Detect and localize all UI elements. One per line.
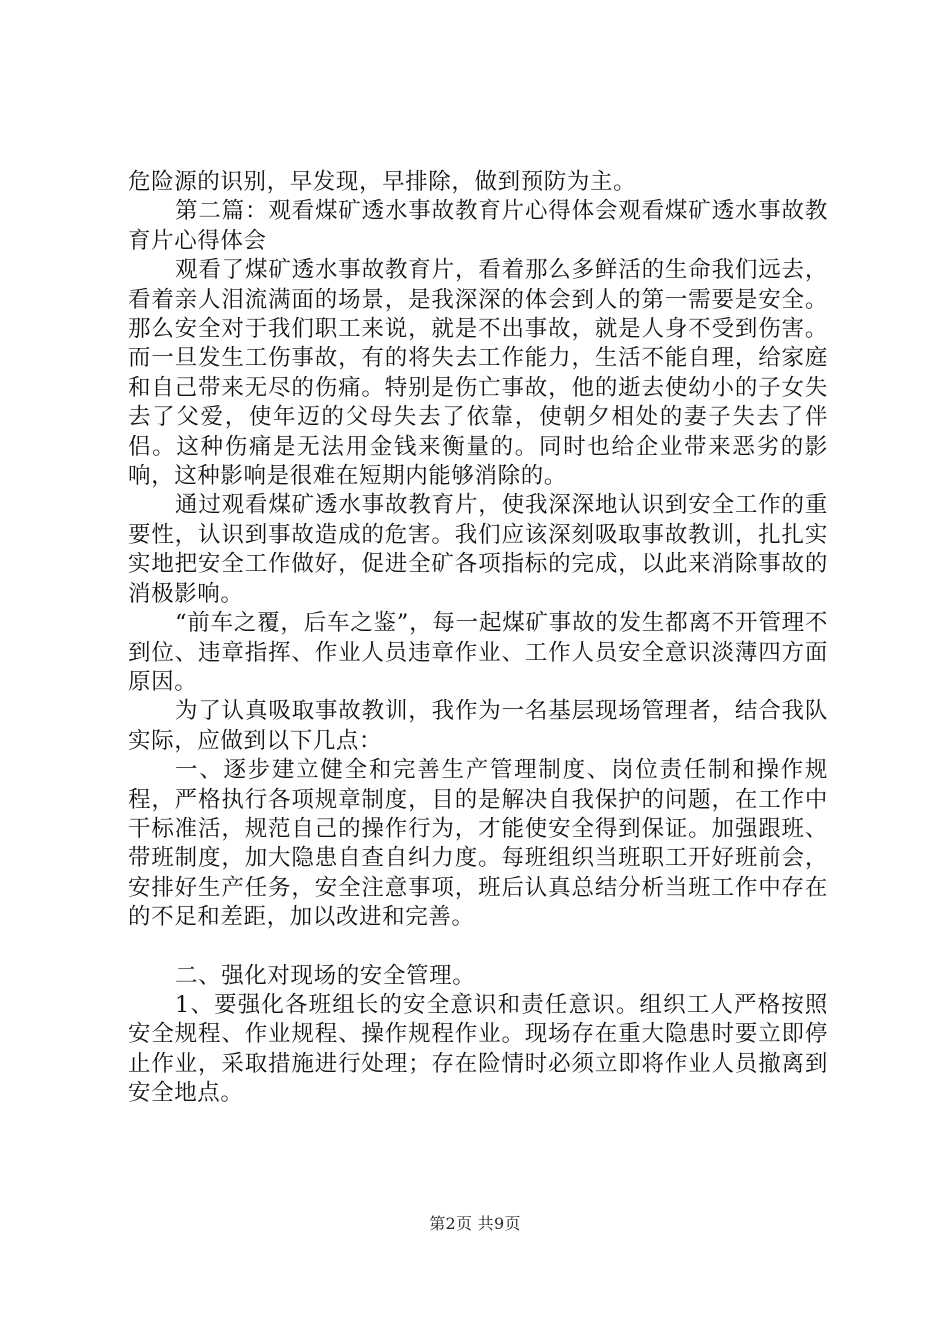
paragraph: 为了认真吸取事故教训，我作为一名基层现场管理者，结合我队实际，应做到以下几点： [128, 698, 828, 754]
paragraph: 观看了煤矿透水事故教育片，看着那么多鲜活的生命我们远去，看着亲人泪流满面的场景，是我深深的体会到人的第一需要是安全。那么安全对于我们职工来说，就是不出事故，就是人身不受到伤害。而一旦发生工伤事故，有的将失去工作能力，生活不能自理，给家庭和自己带来无尽的伤痛。特别是伤亡事故，他的逝去使幼小的子女失去了父爱，使年迈的父母失去了依靠，使朝夕相处的妻子失去了伴侣。这种伤痛是无法用金钱来衡量的。同时也给企业带来恶劣的影响，这种影响是很难在短期内能够消除的。 [128, 257, 828, 490]
paragraph: 1、要强化各班组长的安全意识和责任意识。组织工人严格按照安全规程、作业规程、操作规程作业。现场存在重大隐患时要立即停止作业，采取措施进行处理；存在险情时必须立即将作业人员撤离到安全地点。 [128, 991, 828, 1107]
section-heading: 第二篇：观看煤矿透水事故教育片心得体会观看煤矿透水事故教育片心得体会 [128, 198, 828, 254]
paragraph: 二、强化对现场的安全管理。 [175, 962, 476, 989]
paragraph: 一、逐步建立健全和完善生产管理制度、岗位责任制和操作规程，严格执行各项规章制度，目的是解决自我保护的问题，在工作中干标准活，规范自己的操作行为，才能使安全得到保证。加强跟班、带班制度，加大隐患自查自纠力度。每班组织当班职工开好班前会，安排好生产任务，安全注意事项，班后认真总结分析当班工作中存在的不足和差距，加以改进和完善。 [128, 757, 828, 931]
document-body [128, 168, 828, 1109]
paragraph-continuation: 危险源的识别，早发现，早排除，做到预防为主。 [128, 169, 637, 195]
paragraph: “前车之覆，后车之鉴”，每一起煤矿事故的发生都离不开管理不到位、违章指挥、作业人员违章作业、工作人员安全意识淡薄四方面原因。 [128, 610, 828, 695]
paragraph: 通过观看煤矿透水事故教育片，使我深深地认识到安全工作的重要性，认识到事故造成的危害。我们应该深刻吸取事故教训，扎扎实实地把安全工作做好，促进全矿各项指标的完成，以此来消除事故的消极影响。 [128, 492, 828, 607]
paragraph-gap [128, 933, 828, 962]
page-number: 第2页 共9页 [429, 1214, 521, 1233]
